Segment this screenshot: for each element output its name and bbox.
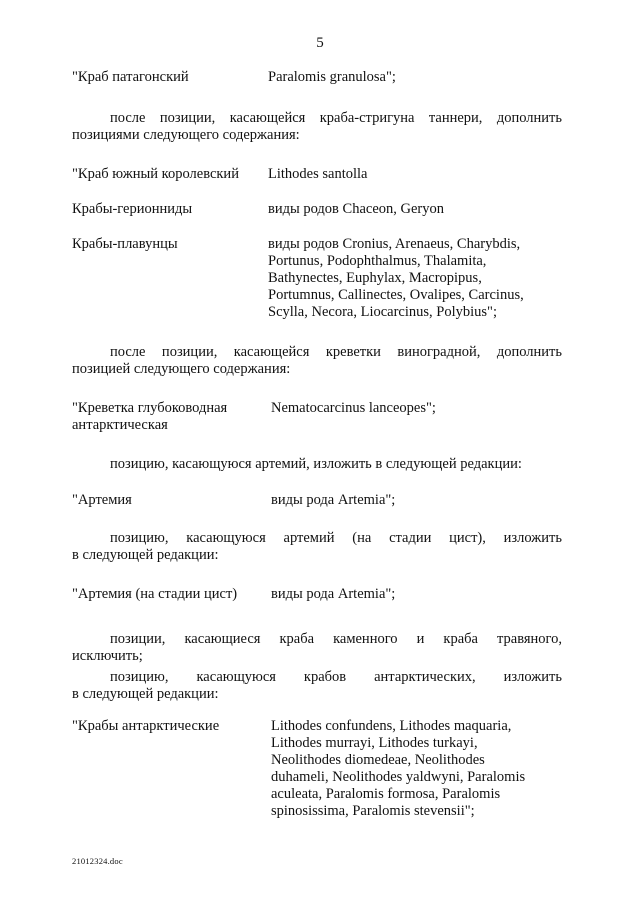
paragraph-line: в следующей редакции:	[72, 547, 219, 563]
entry-south-king-term: "Краб южный королевский	[72, 166, 239, 182]
paragraph-line: позиции, касающиеся краба каменного и краба травяного,	[110, 631, 562, 647]
latin-line: Lithodes murrayi, Lithodes turkayi,	[271, 735, 478, 751]
entry-swimming-latin	[268, 236, 524, 321]
latin-line: Neolithodes diomedeae, Neolithodes	[271, 752, 485, 768]
entry-geryonids-term: Крабы-герионниды	[72, 201, 193, 217]
entry-swimming-term: Крабы-плавунцы	[72, 236, 178, 252]
latin-line: Lithodes confundens, Lithodes maquaria,	[271, 718, 512, 734]
entry-artemia-cysts-term: "Артемия (на стадии цист)	[72, 586, 238, 602]
latin-line: виды родов Cronius, Arenaeus, Charybdis,	[268, 236, 521, 252]
entry-antarctic-term: "Крабы антарктические	[72, 718, 220, 734]
entry-artemia-cysts-latin: виды рода Artemia";	[271, 586, 396, 602]
page-number: 5	[316, 35, 324, 51]
latin-line: duhameli, Neolithodes yaldwyni, Paralomis	[271, 769, 526, 785]
paragraph-artemia-edit: позицию, касающуюся артемий, изложить в следующей редакции:	[110, 456, 522, 472]
paragraph-line: исключить;	[72, 648, 143, 664]
term-line: "Креветка глубоководная	[72, 400, 228, 416]
entry-south-king-latin: Lithodes santolla	[268, 166, 368, 182]
paragraph-artemia-cysts-edit	[72, 530, 562, 564]
paragraph-line: позициями следующего содержания:	[72, 127, 300, 143]
paragraph-add-after-grape-shrimp	[72, 344, 562, 378]
latin-line: Scylla, Necora, Liocarcinus, Polybius";	[268, 304, 498, 320]
latin-line: Portunus, Podophthalmus, Thalamita,	[268, 253, 487, 269]
paragraph-add-after-tanner	[72, 110, 562, 144]
latin-line: Portumnus, Callinectes, Ovalipes, Carcinus,	[268, 287, 524, 303]
entry-patagonian-term: "Краб патагонский	[72, 69, 189, 85]
term-line: антарктическая	[72, 417, 168, 433]
paragraph-antarctic-crabs-edit	[72, 669, 562, 703]
entry-patagonian-latin: Paralomis granulosa";	[268, 69, 396, 85]
entry-artemia-latin: виды рода Artemia";	[271, 492, 396, 508]
paragraph-line: после позиции, касающейся краба-стригуна таннери, дополнить	[110, 110, 562, 126]
entry-antarctic-latin	[271, 718, 525, 820]
entry-geryonids-latin: виды родов Chaceon, Geryon	[268, 201, 444, 217]
entry-deep-shrimp-latin: Nematocarcinus lanceopes";	[271, 400, 436, 416]
paragraph-line: позицией следующего содержания:	[72, 361, 291, 377]
document-filename: 21012324.doc	[72, 856, 123, 866]
paragraph-line: в следующей редакции:	[72, 686, 219, 702]
paragraph-line: позицию, касающуюся артемий (на стадии цист), изложить	[110, 530, 562, 546]
latin-line: aculeata, Paralomis formosa, Paralomis	[271, 786, 501, 802]
paragraph-line: позицию, касающуюся крабов антарктических, изложить	[110, 669, 562, 685]
latin-line: spinosissima, Paralomis stevensii";	[271, 803, 475, 819]
entry-artemia-term: "Артемия	[72, 492, 132, 508]
entry-deep-shrimp-term	[72, 400, 227, 434]
latin-line: Bathynectes, Euphylax, Macropipus,	[268, 270, 482, 286]
paragraph-exclude-stone-grass-crabs	[72, 631, 562, 665]
paragraph-line: после позиции, касающейся креветки виноградной, дополнить	[110, 344, 562, 360]
